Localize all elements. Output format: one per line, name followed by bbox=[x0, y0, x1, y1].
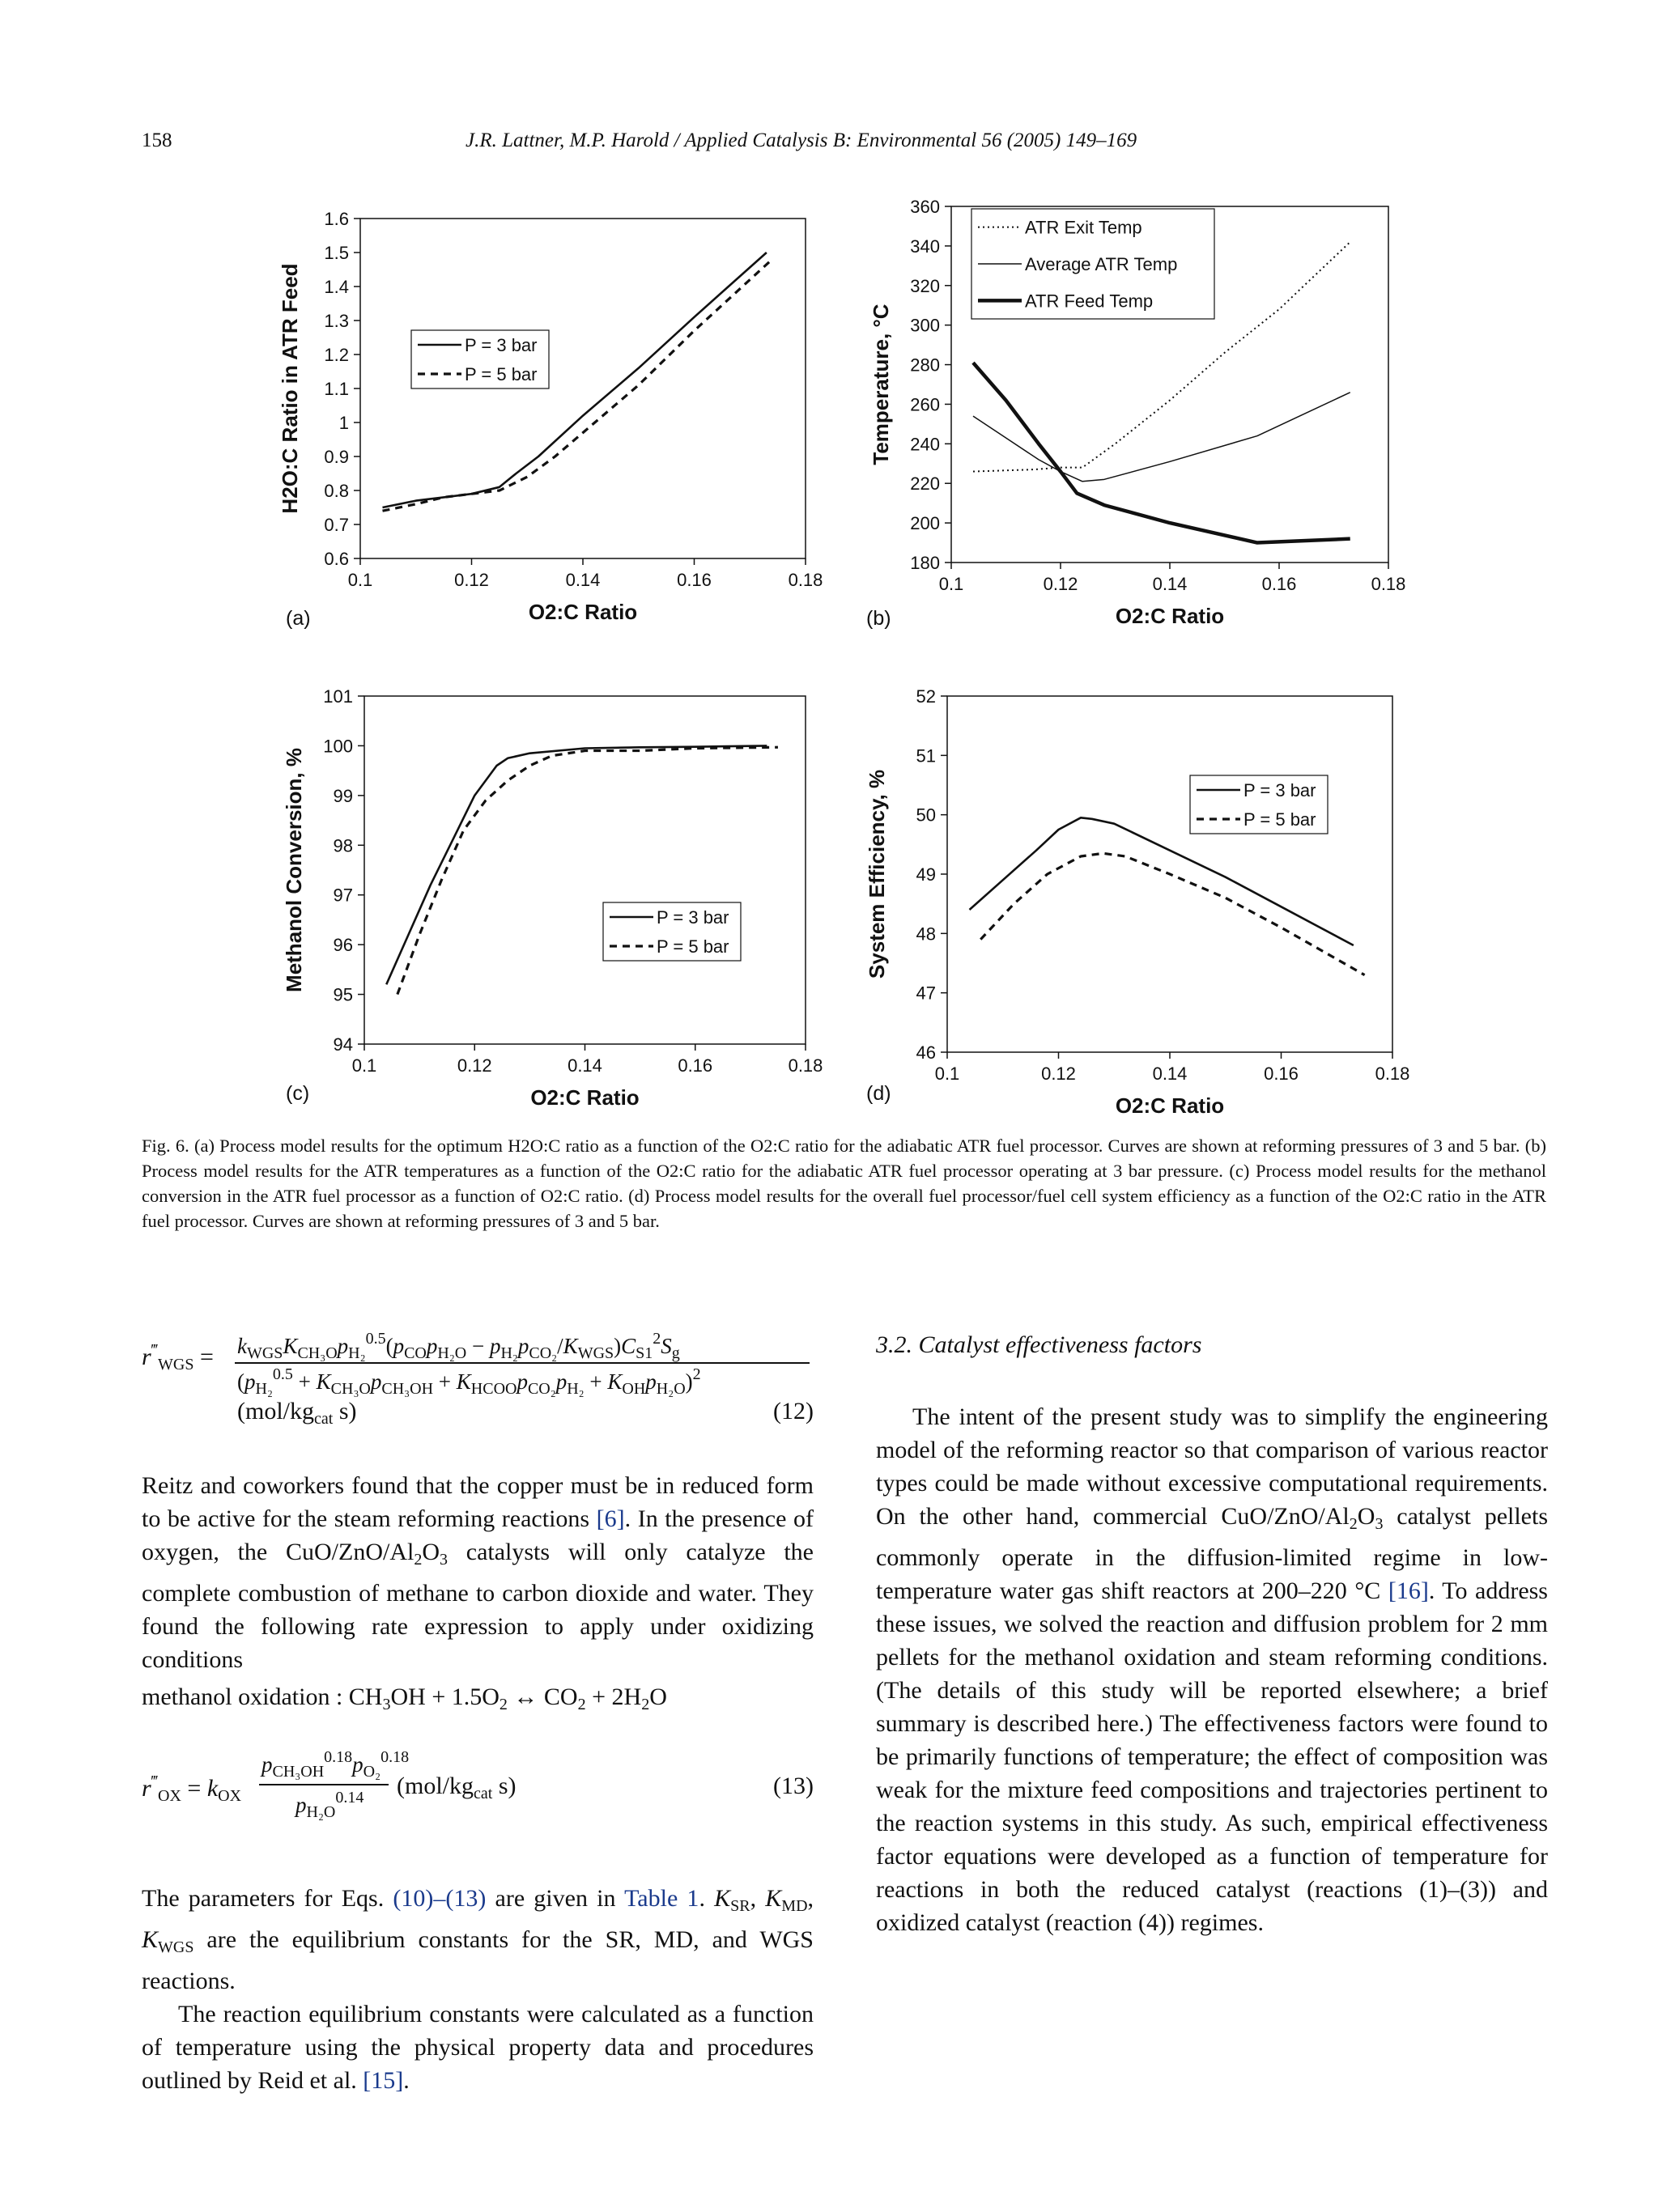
y-tick-label: 240 bbox=[910, 434, 940, 455]
chart-d bbox=[865, 686, 1409, 1118]
x-tick-label: 0.16 bbox=[1264, 1064, 1299, 1084]
legend-label: P = 3 bar bbox=[465, 335, 538, 355]
x-tick-label: 0.1 bbox=[938, 574, 964, 594]
x-tick-label: 0.1 bbox=[351, 1055, 377, 1076]
figure-caption bbox=[142, 1133, 1546, 1233]
x-axis-label: O2:C Ratio bbox=[528, 600, 638, 624]
y-tick-label: 96 bbox=[333, 935, 353, 956]
y-axis-label: Methanol Conversion, % bbox=[282, 748, 306, 992]
y-tick-label: 200 bbox=[910, 513, 940, 534]
x-tick-label: 0.12 bbox=[1041, 1064, 1076, 1084]
y-tick-label: 1.1 bbox=[324, 379, 349, 399]
eq13-number: (13) bbox=[773, 1773, 814, 1799]
y-tick-label: 94 bbox=[333, 1034, 353, 1055]
x-tick-label: 0.16 bbox=[1261, 574, 1297, 594]
y-tick-label: 51 bbox=[916, 745, 936, 766]
eq12-units: (mol/kg bbox=[237, 1398, 314, 1424]
ref-15-link[interactable]: [15] bbox=[363, 2067, 404, 2094]
para1-text: Reitz and coworkers found that the copper must be in reduced form to be active for the steam reforming reactions bbox=[142, 1472, 814, 1532]
para1b-text: . In the presence of oxygen, the CuO/ZnO/Al bbox=[142, 1505, 814, 1565]
right-paragraph-1: The intent of the present study was to simplify the engineering model of the reforming reactor so that comparison of various reactor types could be made without excessive computational requirements. On the other hand, commercial CuO/$ZnO/Al_2O_3$ catalyst pellets commonly operate in the diffusion-limited regime in low-temperature water gas shift reactors at 200–220 °C [16]. To address these issues, we solved the reaction and diffusion problem for 2 mm pellets for the methanol oxidation and steam reforming conditions. (The details of this study will be reported elsewhere; a brief summary is described here.) The effectiveness factors were found to be primarily functions of temperature; the effect of composition was weak for the mixture feed compositions and trajectories pertinent to the reaction systems in this study. As such, empirical effectiveness factor equations were developed as a function of temperature for reactions in both the reduced catalyst (reactions (1)–(3)) and oxidized catalyst (reaction (4)) regimes. bbox=[876, 1403, 1548, 1936]
eq-ref-link[interactable]: (10)–(13) bbox=[393, 1885, 487, 1912]
para2a-text: The parameters for Eqs. bbox=[142, 1885, 393, 1912]
para2d-text: are the equilibrium constants for the SR, MD, and WGS reactions. bbox=[142, 1926, 814, 1994]
chart-b bbox=[869, 197, 1405, 628]
legend-label: P = 5 bar bbox=[657, 936, 729, 957]
x-tick-label: 0.1 bbox=[934, 1064, 960, 1084]
y-tick-label: 49 bbox=[916, 864, 936, 885]
y-tick-label: 220 bbox=[910, 473, 940, 495]
y-tick-label: 52 bbox=[916, 686, 936, 707]
left-paragraph-2: The parameters for Eqs. (10)–(13) are given in Table 1. $K_{SR}$, $K_{MD}$, $K_{WGS}$ are the equilibrium constants for the SR, MD, and WGS reactions. The reaction equilibrium constants were calculated as a function of temperature using the physical property data and procedures outlined by Reid et al. [15]. bbox=[142, 1885, 814, 2094]
para1c-text: O bbox=[422, 1539, 440, 1565]
y-tick-label: 1.4 bbox=[324, 277, 349, 297]
x-tick-label: 0.14 bbox=[568, 1055, 602, 1076]
running-title: J.R. Lattner, M.P. Harold / Applied Catalysis B: Environmental 56 (2005) 149–169 bbox=[466, 129, 1137, 151]
x-tick-label: 0.14 bbox=[1152, 1064, 1188, 1084]
eq12-number: (12) bbox=[773, 1398, 814, 1424]
y-tick-label: 100 bbox=[323, 736, 353, 757]
y-tick-label: 1 bbox=[338, 413, 349, 433]
x-tick-label: 0.12 bbox=[454, 570, 489, 590]
x-axis-label: O2:C Ratio bbox=[530, 1085, 640, 1110]
y-tick-label: 48 bbox=[916, 923, 936, 945]
y-tick-label: 97 bbox=[333, 885, 353, 906]
y-tick-label: 300 bbox=[910, 315, 940, 336]
reaction-methanol-oxidation: methanol oxidation : $CH_3OH + 1.5O_2$ ↔ $CO_2 + 2H_2O$ bbox=[142, 1683, 667, 1713]
y-tick-label: 46 bbox=[916, 1042, 936, 1063]
para3-end: . bbox=[403, 2067, 410, 2094]
y-tick-label: 95 bbox=[333, 984, 353, 1005]
ref-6-link[interactable]: [6] bbox=[596, 1505, 625, 1532]
x-tick-label: 0.1 bbox=[347, 570, 373, 590]
legend-label: P = 5 bar bbox=[465, 364, 538, 384]
y-tick-label: 320 bbox=[910, 275, 940, 296]
legend-label: P = 3 bar bbox=[1244, 780, 1316, 800]
chart-c bbox=[282, 686, 823, 1110]
series-line-2 bbox=[973, 393, 1350, 482]
equation-12: $r^‴_{WGS}$ = $k_{WGS}K_{CH_3O}p_{H_2}^{0.5}(p_{CO}p_{H_2O} - p_{H_2}p_{CO_2}/K_{WGS})C_{S1}^2S_g$ $(p_{H_2}^{0.5} + K_{CH_3O}p_{CH_3OH} + K_{HCOO}p_{CO_2}p_{H_2} + K_{OH}p_{H_2O})^2$ ($mol/kg_{cat}$ s) (12) bbox=[142, 1330, 814, 1428]
caption-label: Fig. 6. bbox=[142, 1136, 189, 1156]
y-tick-label: 1.5 bbox=[324, 243, 349, 263]
rpara1d-text: . To address these issues, we solved the reaction and diffusion problem for 2 mm pellets for the methanol oxidation and steam reforming conditions. (The details of this study will be reported elsewhere; a brief summary is described here.) The effectiveness factors were found to be primarily functions of temperature; the effect of composition was weak for the mixture feed compositions and trajectories pertinent to the reaction systems in this study. As such, empirical effectiveness factor equations were developed as a function of temperature for reactions in both the reduced catalyst (reactions (1)–(3)) and oxidized catalyst (reaction (4)) regimes. bbox=[876, 1577, 1548, 1936]
rpara1c-text: catalyst pellets commonly operate in the diffusion-limited regime in low-temperature water gas shift reactors at 200–220 °C bbox=[876, 1503, 1548, 1604]
para2c-text: . bbox=[699, 1885, 715, 1912]
panel-label-d: (d) bbox=[866, 1082, 891, 1105]
y-tick-label: 1.2 bbox=[324, 345, 349, 365]
eq12-units-end: s) bbox=[333, 1398, 357, 1424]
y-tick-label: 47 bbox=[916, 983, 936, 1004]
panel-label-c: (c) bbox=[286, 1082, 310, 1105]
x-tick-label: 0.14 bbox=[565, 570, 601, 590]
y-tick-label: 50 bbox=[916, 805, 936, 826]
ref-16-link[interactable]: [16] bbox=[1388, 1577, 1429, 1604]
x-tick-label: 0.18 bbox=[788, 1055, 823, 1076]
y-tick-label: 99 bbox=[333, 785, 353, 806]
x-tick-label: 0.18 bbox=[1371, 574, 1406, 594]
chart-a bbox=[278, 209, 823, 624]
para2b-text: are given in bbox=[486, 1885, 625, 1912]
caption-text: (a) Process model results for the optimum H2O:C ratio as a function of the O2:C ratio for the adiabatic ATR fuel processor. Curves are shown at reforming pressures of 3 and 5 bar. (b) Process model results for the ATR temperatures as a function of the O2:C ratio for the adiabatic ATR fuel processor operating at 3 bar pressure. (c) Process model results for the methanol conversion in the ATR fuel processor as a function of O2:C ratio. (d) Process model results for the overall fuel processor/fuel cell system efficiency as a function of the O2:C ratio in the ATR fuel processor. Curves are shown at reforming pressures of 3 and 5 bar. bbox=[142, 1136, 1547, 1231]
para1d-text: catalysts will only catalyze the complete combustion of methane to carbon dioxide and water. They found the following rate expression to apply under oxidizing conditions bbox=[142, 1539, 814, 1673]
rpara1b-text: O bbox=[1357, 1503, 1375, 1530]
y-tick-label: 340 bbox=[910, 236, 940, 257]
x-axis-label: O2:C Ratio bbox=[1115, 604, 1225, 628]
series-line-3 bbox=[973, 363, 1350, 542]
legend-label: P = 5 bar bbox=[1244, 809, 1316, 830]
y-tick-label: 101 bbox=[323, 686, 353, 707]
x-tick-label: 0.16 bbox=[677, 570, 712, 590]
y-tick-label: 180 bbox=[910, 553, 940, 573]
y-tick-label: 260 bbox=[910, 394, 940, 415]
y-tick-label: 360 bbox=[910, 197, 940, 217]
x-tick-label: 0.14 bbox=[1152, 574, 1188, 594]
x-tick-label: 0.12 bbox=[457, 1055, 492, 1076]
x-tick-label: 0.18 bbox=[1375, 1064, 1410, 1084]
left-paragraph-1: Reitz and coworkers found that the copper must be in reduced form to be active for the steam reforming reactions [6]. In the presence of oxygen, the CuO/$ZnO/Al_2O_3$ catalysts will only catalyze the complete combustion of methane to carbon dioxide and water. They found the following rate expression to apply under oxidizing conditions bbox=[142, 1472, 814, 1673]
y-tick-label: 0.8 bbox=[324, 481, 349, 501]
series-line-1 bbox=[970, 817, 1354, 945]
x-tick-label: 0.18 bbox=[788, 570, 823, 590]
eq12-units-sub: cat bbox=[314, 1410, 334, 1428]
reaction-label: methanol oxidation : bbox=[142, 1683, 349, 1710]
page-number: 158 bbox=[142, 129, 172, 151]
equation-13: $r^‴_{OX} = k_{OX}$ $p_{CH_3OH}^{0.18}p_{O_2}^{0.18}$ $p_{H_2O}^{0.14}$ ($mol/kg_{cat}$ s) (13) bbox=[142, 1748, 814, 1821]
legend-label: ATR Feed Temp bbox=[1025, 291, 1154, 312]
x-axis-label: O2:C Ratio bbox=[1115, 1093, 1225, 1118]
rpara1a-text: The intent of the present study was to simplify the engineering model of the reforming reactor so that comparison of various reactor types could be made without excessive computational requirements. On the other hand, commercial CuO/ZnO/Al bbox=[876, 1403, 1548, 1530]
legend-label: Average ATR Temp bbox=[1025, 254, 1178, 274]
table-1-link[interactable]: Table 1 bbox=[624, 1885, 699, 1912]
legend-label: ATR Exit Temp bbox=[1025, 217, 1142, 238]
x-tick-label: 0.16 bbox=[678, 1055, 713, 1076]
series-line-2 bbox=[980, 853, 1364, 974]
y-tick-label: 0.6 bbox=[324, 549, 349, 569]
y-tick-label: 280 bbox=[910, 355, 940, 376]
y-tick-label: 0.7 bbox=[324, 515, 349, 535]
legend-label: P = 3 bar bbox=[657, 907, 729, 928]
y-tick-label: 1.6 bbox=[324, 209, 349, 229]
section-title: 3.2. Catalyst effectiveness factors bbox=[876, 1331, 1202, 1358]
y-axis-label: Temperature, °C bbox=[869, 304, 893, 465]
y-tick-label: 0.9 bbox=[324, 447, 349, 467]
y-axis-label: System Efficiency, % bbox=[865, 769, 889, 979]
y-tick-label: 98 bbox=[333, 835, 353, 856]
x-tick-label: 0.12 bbox=[1043, 574, 1078, 594]
panel-label-b: (b) bbox=[866, 607, 891, 630]
panel-label-a: (a) bbox=[286, 607, 311, 630]
y-axis-label: H2O:C Ratio in ATR Feed bbox=[278, 263, 302, 514]
y-tick-label: 1.3 bbox=[324, 311, 349, 331]
para3-text: The reaction equilibrium constants were calculated as a function of temperature using the physical property data and procedures outlined by Reid et al. bbox=[142, 2001, 814, 2094]
